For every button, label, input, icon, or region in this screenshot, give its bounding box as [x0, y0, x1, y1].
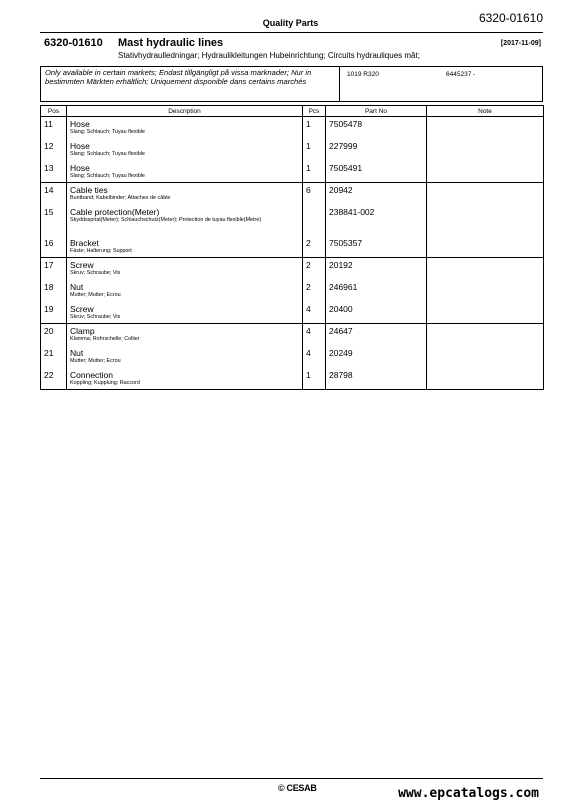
cell-note	[427, 161, 544, 183]
cell-part-no: 7505491	[326, 161, 427, 183]
cell-pcs: 1	[303, 368, 326, 390]
table-row	[41, 183, 544, 205]
cell-part-no: 28798	[326, 368, 427, 390]
cell-part-no: 246961	[326, 280, 427, 302]
section-date: [2017-11-09]	[500, 40, 541, 47]
cell-part-no: 20400	[326, 302, 427, 324]
cell-pcs: 2	[303, 236, 326, 258]
cell-description	[67, 183, 303, 205]
cell-description	[67, 117, 303, 139]
watermark: www.epcatalogs.com	[398, 786, 539, 801]
cell-note	[427, 280, 544, 302]
part-translation: Skruv; Schraube; Vis	[70, 313, 121, 320]
table-row	[41, 236, 544, 258]
cell-pos: 19	[41, 302, 67, 324]
table-row	[41, 280, 544, 302]
cell-pos: 17	[41, 258, 67, 280]
part-name: Nut	[70, 281, 84, 292]
cell-description	[67, 368, 303, 390]
part-translation: Klamma; Rohrschelle; Collier	[70, 336, 140, 342]
cell-part-no: 7505478	[326, 117, 427, 139]
parts-table-body	[41, 117, 544, 390]
cell-part-no: 7505357	[326, 236, 427, 258]
part-name: Screw	[70, 303, 94, 314]
cell-pcs: 1	[303, 161, 326, 183]
part-translation: Mutter; Mutter; Ecrou	[70, 291, 121, 298]
cell-pos: 14	[41, 183, 67, 205]
cell-description	[67, 324, 303, 346]
part-name: Connection	[70, 369, 114, 380]
cell-pcs: 6	[303, 183, 326, 205]
cell-pcs: 4	[303, 346, 326, 368]
part-translation: Slang; Schlauch; Tuyau flexible	[70, 150, 145, 157]
cell-description	[67, 280, 303, 302]
cell-pos: 15	[41, 205, 67, 236]
cell-pcs: 2	[303, 280, 326, 302]
table-row	[41, 346, 544, 368]
cell-description	[67, 302, 303, 324]
cell-description	[67, 205, 303, 236]
part-name: Screw	[70, 260, 94, 270]
cell-part-no: 20249	[326, 346, 427, 368]
cell-note	[427, 258, 544, 280]
header-part-no: Part No	[326, 106, 427, 117]
part-name: Cable protection(Meter)	[70, 206, 160, 217]
cell-part-no: 20942	[326, 183, 427, 205]
cell-note	[427, 368, 544, 390]
table-row	[41, 117, 544, 139]
cell-pcs: 2	[303, 258, 326, 280]
cell-pcs: 1	[303, 139, 326, 161]
cell-note	[427, 346, 544, 368]
table-row	[41, 161, 544, 183]
page-header-title: Quality Parts	[262, 18, 319, 28]
cell-description	[67, 258, 303, 280]
header-note: Note	[427, 106, 544, 117]
header-divider	[40, 32, 543, 33]
section-subtitle: Stativhydraulledningar; Hydraulikleitungen Hubeinrichtung; Circuits hydrauliques mât;	[118, 51, 420, 60]
cell-pcs	[303, 205, 326, 236]
cell-pos: 12	[41, 139, 67, 161]
header-pcs: Pcs	[303, 106, 326, 117]
section-title: Mast hydraulic lines	[118, 37, 224, 49]
cell-description	[67, 236, 303, 258]
section-code: 6320-01610	[44, 37, 103, 49]
part-translation: Skyddsspiral(Meter); Schlauchschutz(Meter); Protection de tuyau flexible(Metre)	[70, 216, 262, 223]
cell-pcs: 1	[303, 117, 326, 139]
part-translation: Koppling; Kupplung; Raccord	[70, 379, 140, 386]
part-name: Hose	[70, 119, 90, 129]
availability-model: 1019 R320	[347, 71, 379, 78]
availability-box	[40, 66, 543, 102]
table-row	[41, 258, 544, 280]
cell-pos: 20	[41, 324, 67, 346]
footer-brand-logo: © CESAB	[278, 783, 317, 793]
cell-note	[427, 117, 544, 139]
cell-note	[427, 205, 544, 236]
cell-pos: 11	[41, 117, 67, 139]
cell-pos: 13	[41, 161, 67, 183]
part-translation: Buntband; Kabelbinder; Attaches de câble	[70, 195, 171, 201]
cell-note	[427, 183, 544, 205]
part-name: Bracket	[70, 237, 99, 248]
table-row	[41, 368, 544, 390]
cell-note	[427, 302, 544, 324]
cell-note	[427, 324, 544, 346]
cell-note	[427, 236, 544, 258]
cell-note	[427, 139, 544, 161]
cell-part-no: 227999	[326, 139, 427, 161]
availability-serial: 6445237 -	[446, 71, 476, 78]
cell-part-no: 20192	[326, 258, 427, 280]
footer-divider	[40, 778, 543, 779]
part-name: Nut	[70, 347, 84, 358]
cell-pos: 22	[41, 368, 67, 390]
cell-part-no: 24647	[326, 324, 427, 346]
header-pos: Pos	[41, 106, 67, 117]
part-translation: Fäste; Halterung; Support	[70, 247, 132, 254]
table-row	[41, 324, 544, 346]
part-name: Cable ties	[70, 185, 108, 195]
cell-pos: 16	[41, 236, 67, 258]
table-row	[41, 139, 544, 161]
page-header-code: 6320-01610	[478, 11, 543, 25]
part-translation: Mutter; Mutter; Ecrou	[70, 357, 121, 364]
cell-pcs: 4	[303, 324, 326, 346]
part-name: Hose	[70, 162, 90, 173]
table-row	[41, 205, 544, 236]
cell-pcs: 4	[303, 302, 326, 324]
cell-pos: 18	[41, 280, 67, 302]
availability-note: Only available in certain markets; Endast tillgängligt på vissa marknader; Nur in bestimmten Märkten erhältlich; Uniquement disponible dans certains marchés	[41, 67, 340, 101]
cell-part-no: 238841-002	[326, 205, 427, 236]
part-translation: Slang; Schlauch; Tuyau flexible	[70, 172, 145, 179]
cell-pos: 21	[41, 346, 67, 368]
table-row	[41, 302, 544, 324]
part-name: Clamp	[70, 326, 95, 336]
cell-description	[67, 139, 303, 161]
header-description: Description	[67, 106, 303, 117]
part-translation: Slang; Schlauch; Tuyau flexible	[70, 129, 145, 135]
part-name: Hose	[70, 140, 90, 151]
table-header-row	[41, 106, 544, 117]
parts-table	[40, 105, 544, 390]
cell-description	[67, 161, 303, 183]
part-translation: Skruv; Schraube; Vis	[70, 270, 121, 276]
cell-description	[67, 346, 303, 368]
